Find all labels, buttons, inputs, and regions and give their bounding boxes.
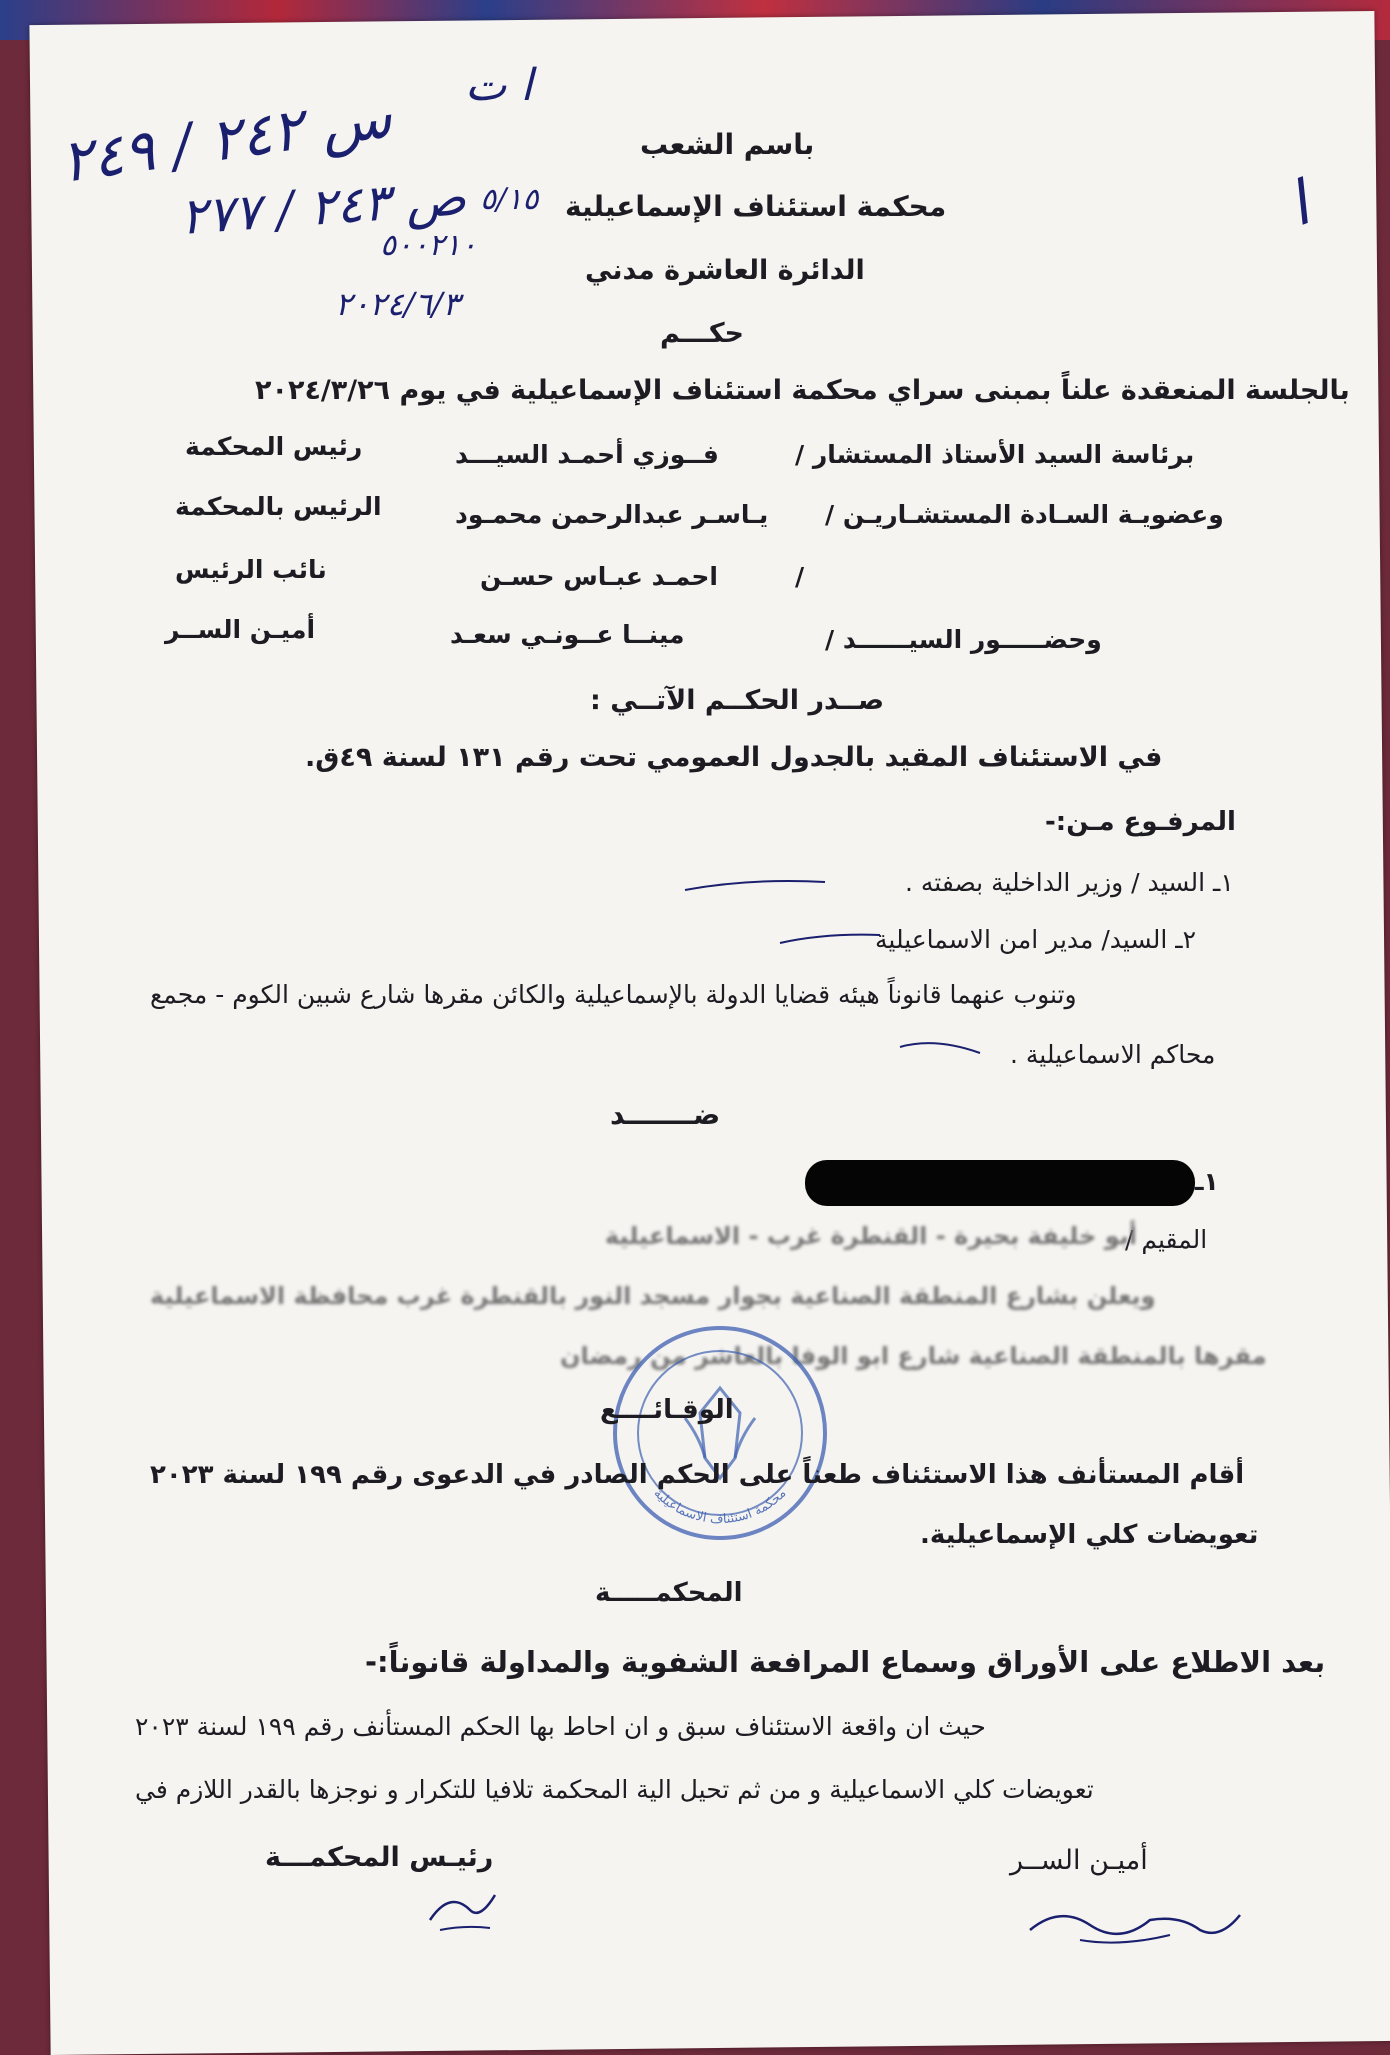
court-name: محكمة استئناف الإسماعيلية — [565, 190, 947, 223]
member2-label: / — [795, 562, 805, 591]
body-line-1: حيث ان واقعة الاستئناف سبق و ان احاط بها الحكم المستأنف رقم ١٩٩ لسنة ٢٠٢٣ — [135, 1712, 986, 1741]
residence-label: المقيم / — [1125, 1225, 1208, 1254]
appeal-line: في الاستئناف المقيد بالجدول العمومي تحت رقم ١٣١ لسنة ٤٩ق. — [305, 742, 1163, 773]
review-line: بعد الاطلاع على الأوراق وسماع المرافعة الشفوية والمداولة قانوناً:- — [365, 1645, 1326, 1679]
attendance-role: أميـن الســر — [165, 615, 316, 644]
session-intro: بالجلسة المنعقدة علناً بمبنى سراي محكمة استئناف الإسماعيلية في يوم ٢٠٢٤/٣/٢٦ — [255, 375, 1350, 406]
blurred-line-2: مقرها بالمنطقة الصناعية شارع ابو الوفا بالعاشر من رمضان — [560, 1342, 1267, 1370]
footer-secretary: أميـن الســر — [1010, 1845, 1148, 1876]
presidency-role: رئيس المحكمة — [185, 432, 363, 461]
filed-by-label: المرفـوع مـن:- — [1045, 807, 1236, 837]
handwritten-num-1: ٥/١٥ — [480, 182, 539, 217]
blurred-line-1: ويعلن بشارع المنطقة الصناعية بجوار مسجد النور بالقنطرة غرب محافظة الاسماعيلية — [150, 1282, 1156, 1310]
handwritten-num-2: ٥٠٠٢١٠ — [380, 228, 477, 263]
circuit-name: الدائرة العاشرة مدني — [585, 255, 865, 286]
facts-line-1: أقام المستأنف هذا الاستئناف طعناً على الحكم الصادر في الدعوى رقم ١٩٩ لسنة ٢٠٢٣ — [150, 1460, 1245, 1490]
respondent-number: ١ـ — [1195, 1167, 1219, 1196]
footer-president: رئيـس المحكمـــة — [265, 1842, 494, 1873]
verdict-issued: صــدر الحكــم الآتــي : — [590, 685, 885, 716]
court-section-title: المحكمـــــة — [595, 1578, 743, 1608]
handwritten-case-ref-2: ص ٢٤٣ / ٢٧٧ — [178, 168, 468, 246]
residence-text: أبو خليفة بحيرة - القنطرة غرب - الاسماعيلية — [605, 1222, 1137, 1250]
secretary-signature — [1020, 1885, 1250, 1955]
hand-underline-1 — [680, 870, 830, 900]
facts-title: الوقـائــــع — [600, 1395, 734, 1425]
stamp-text: محكمة استئناف الاسماعيلية — [650, 1485, 790, 1528]
presidency-name: فــوزي أحمـد السيـــد — [455, 440, 719, 469]
representation-line-2: محاكم الاسماعيلية . — [1010, 1040, 1216, 1069]
member2-role: نائب الرئيس — [175, 555, 327, 584]
attendance-name: مينــا عــونـي سعـد — [450, 620, 685, 649]
against-label: ضـــــــد — [610, 1098, 721, 1131]
hand-underline-2 — [775, 925, 885, 955]
representation-line-1: وتنوب عنهما قانوناً هيئه قضايا الدولة بالإسماعيلية والكائن مقرها شارع شبين الكوم - مجمع — [150, 980, 1077, 1009]
header-line1: باسم الشعب — [640, 128, 815, 161]
presidency-label: برئاسة السيد الأستاذ المستشار / — [795, 440, 1195, 469]
member1-role: الرئيس بالمحكمة — [175, 492, 382, 521]
members-label: وعضويـة السـادة المستشـاريـن / — [825, 500, 1224, 529]
judgment-title: حكـــم — [660, 318, 745, 349]
member2-name: احمـد عبـاس حسـن — [480, 562, 718, 591]
handwritten-date: ٢٠٢٤/٦/٣ — [335, 285, 460, 323]
court-stamp — [605, 1318, 835, 1548]
body-line-2: تعويضات كلي الاسماعيلية و من ثم تحيل الية المحكمة تلافيا للتكرار و نوجزها بالقدر اللازم في — [135, 1775, 1094, 1804]
attendance-label: وحضـــــور السيــــــد / — [825, 625, 1102, 654]
facts-line-2: تعويضات كلي الإسماعيلية. — [920, 1520, 1259, 1550]
redacted-respondent-name — [805, 1160, 1195, 1206]
handwritten-case-ref-1: س ٢٤٢ / ٢٤٩ — [56, 82, 396, 196]
member1-name: يـاسـر عبدالرحمن محمـود — [455, 500, 769, 529]
handwritten-margin-mark: ا — [1278, 169, 1319, 241]
appellant-1: ١ـ السيد / وزير الداخلية بصفته . — [905, 868, 1234, 897]
hand-underline-3 — [895, 1035, 985, 1065]
svg-text:محكمة استئناف الاسماعيلية — [651, 1486, 790, 1527]
appellant-2: ٢ـ السيد/ مدير امن الاسماعيلية — [875, 925, 1197, 954]
president-signature — [420, 1870, 510, 1940]
handwritten-top-note: ا ت — [465, 60, 533, 111]
